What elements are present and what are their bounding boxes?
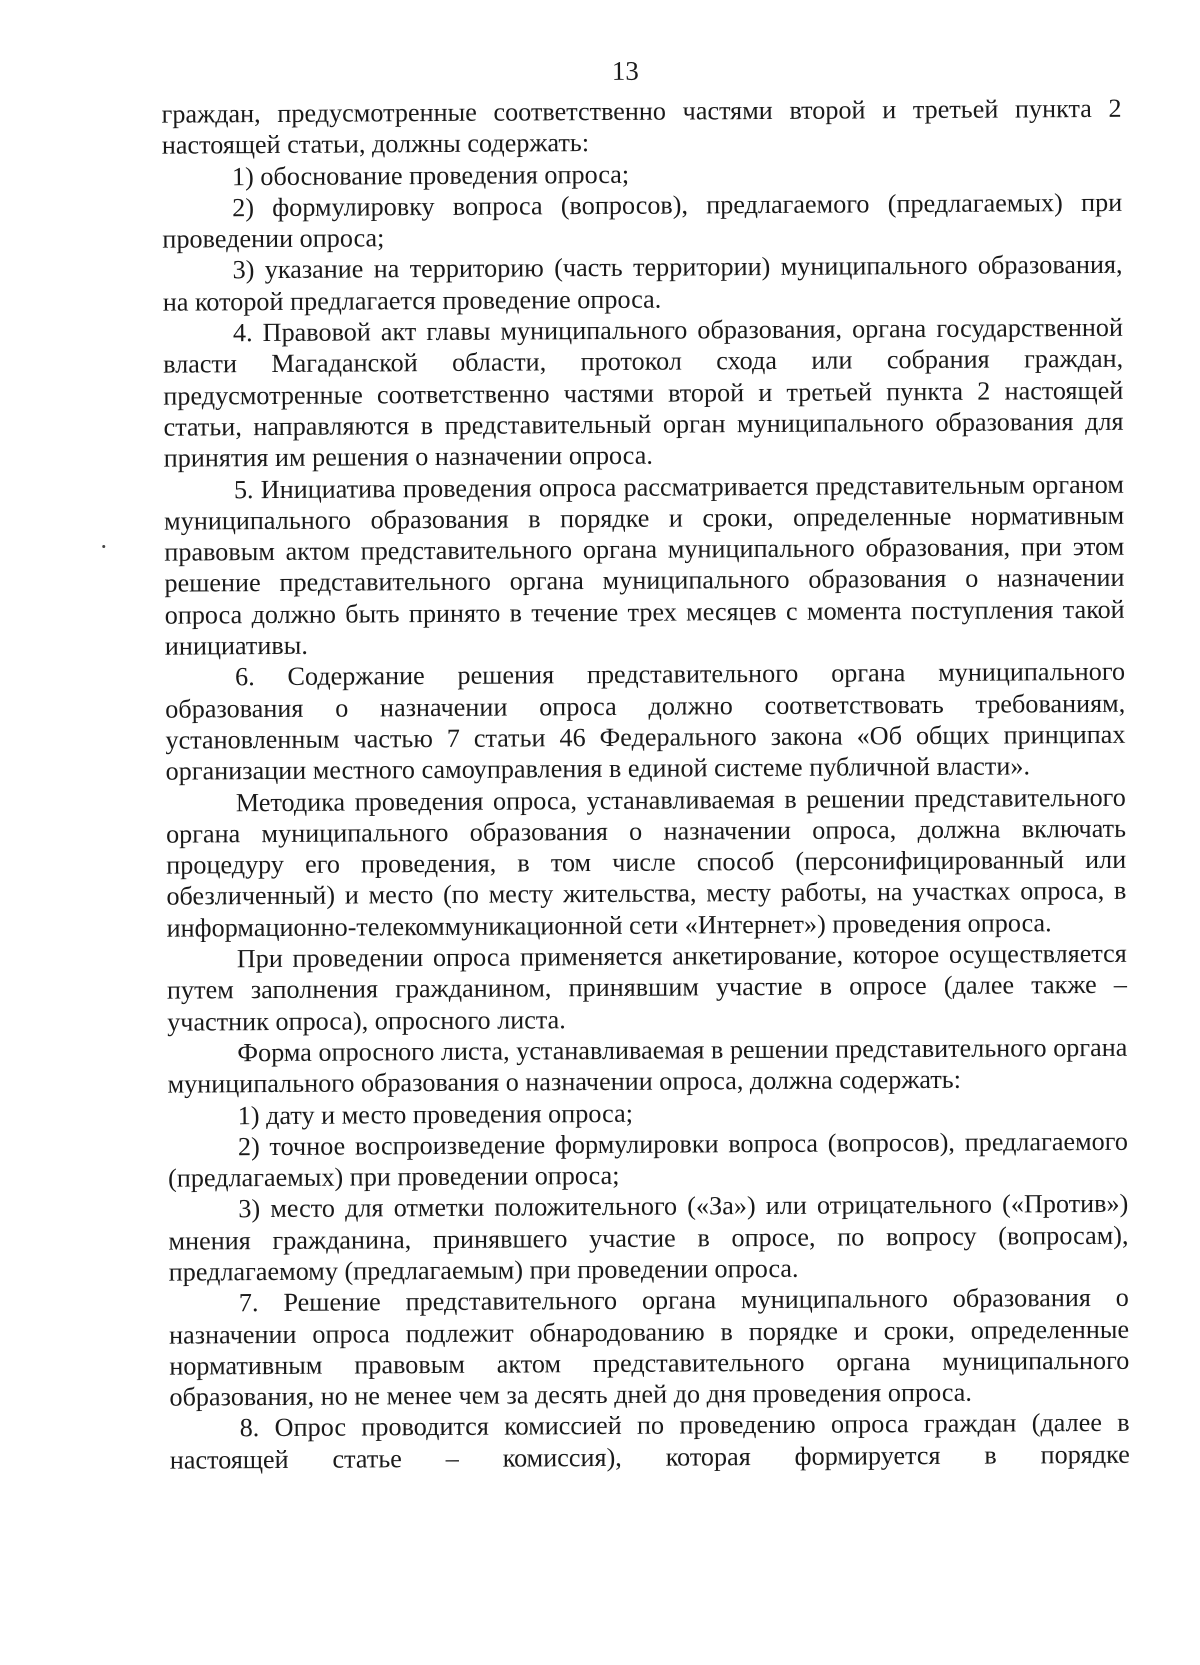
paragraph: Методика проведения опроса, устанавливаемая в решении представительного органа муниципального образования о назначении опроса, должна включать процедуру его проведения, в том числе способ (персонифицированный или обезличенный) и место (по месту жительства, месту работы, на участках опроса, в информационно-телекоммуникационной сети «Интернет») проведения опроса. bbox=[165, 782, 1127, 943]
list-item: 3) место для отметки положительного («За») или отрицательного («Против») мнения гражданина, принявшего участие в опросе, по вопросу (вопросам), предлагаемому (предлагаемым) при проведении опроса. bbox=[168, 1189, 1129, 1287]
paragraph: Форма опросного листа, устанавливаемая в решении представительного органа муниципального образования о назначении опроса, должна содержать: bbox=[167, 1032, 1128, 1099]
paragraph: При проведении опроса применяется анкетирование, которое осуществляется путем заполнения гражданином, принявшим участие в опросе (далее также – участник опроса), опросного листа. bbox=[166, 938, 1128, 1037]
list-item: 2) точное воспроизведение формулировки вопроса (вопросов), предлагаемого (предлагаемых) при проведении опроса; bbox=[168, 1126, 1128, 1193]
list-item: 1) дату и место проведения опроса; bbox=[237, 1098, 634, 1130]
paragraph: граждан, предусмотренные соответственно частями второй и третьей пункта 2 настоящей статьи, должны содержать: bbox=[161, 93, 1122, 160]
list-item: 3) указание на территорию (часть территории) муниципального образования, на которой предлагается проведение опроса. bbox=[162, 250, 1123, 317]
paragraph-8: 8. Опрос проводится комиссией по проведению опроса граждан (далее в настоящей статье – комиссия), которая формируется в порядке bbox=[169, 1408, 1130, 1475]
paragraph-7: 7. Решение представительного органа муниципального образования о назначении опроса подлежит обнародованию в порядке и сроки, определенные нормативным правовым актом представительного органа муниципального образования, но не менее чем за десять дней до дня проведения опроса. bbox=[168, 1283, 1130, 1412]
paragraph-6: 6. Содержание решения представительного органа муниципального образования о назначении опроса должно соответствовать требованиям, установленным частью 7 статьи 46 Федерального закона «Об общих принципах организации местного самоуправления в единой системе публичной власти». bbox=[165, 657, 1126, 786]
list-item: 2) формулировку вопроса (вопросов), предлагаемого (предлагаемых) при проведении опроса; bbox=[162, 187, 1123, 254]
page-number: 13 bbox=[611, 55, 639, 86]
paragraph-4: 4. Правовой акт главы муниципального образования, органа государственной власти Магаданской области, протокол схода или собрания граждан, предусмотренные соответственно частями второй и третьей пункта 2 настоящей статьи, направляются в представительный орган муниципального образования для принятия им решения о назначении опроса. bbox=[163, 312, 1124, 473]
scan-speck bbox=[102, 545, 105, 548]
paragraph-5: 5. Инициатива проведения опроса рассматривается представительным органом муниципального образования в порядке и сроки, определенные нормативным правовым актом представительного органа муниципального образования, при этом решение представительного органа муниципального образования о назначении опроса должно быть принято в течение трех месяцев с момента поступления такой инициативы. bbox=[164, 469, 1125, 661]
list-item: 1) обоснование проведения опроса; bbox=[231, 159, 630, 191]
document-body bbox=[162, 93, 1130, 1476]
